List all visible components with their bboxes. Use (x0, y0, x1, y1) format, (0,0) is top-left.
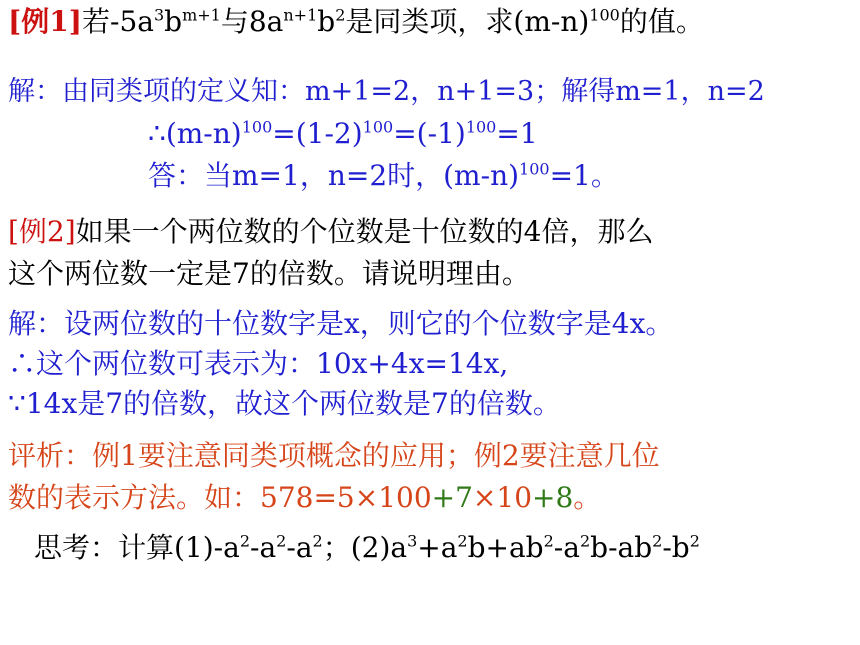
solution1-line2: $\therefore(m-n)^{100}=(1-2)^{100}=(-1)^{100}=1$ (148, 117, 538, 150)
solution2-line2: ∴这个两位数可表示为：10x+4x=14x, (8, 347, 509, 380)
analysis-line2: 数的表示方法。如：578=5×100+7×10+8。 (8, 481, 602, 514)
example1-problem (8, 4, 704, 40)
example2-label: [例2] (8, 215, 76, 248)
example1-text: 若$-5a^3b^{m+1}$与$8a^{n+1}b^2$是同类项，求$(m-n)^{100}$的值。 (81, 5, 704, 38)
example2-problem-line1: [例2]如果一个两位数的个位数是十位数的4倍，那么 (8, 215, 654, 248)
solution1-line1: 解：由同类项的定义知：m+1=2，n+1=3；解得m=1，n=2 (8, 76, 765, 107)
solution1-answer: 答：当m=1，n=2时，$(m-n)^{100}=1$。 (148, 159, 619, 192)
think-exercise: 思考：计算$(1)-a^2-a^2-a^2$；$(2)a^3+a^2b+ab^2-a^2b-ab^2-b^2$ (34, 531, 700, 564)
analysis-line1: 评析：例1要注意同类项概念的应用；例2要注意几位 (8, 439, 660, 472)
example1-label: [例1] (8, 5, 82, 38)
example2-problem-line2: 这个两位数一定是7的倍数。请说明理由。 (8, 257, 530, 290)
solution2-line1: 解：设两位数的十位数字是x，则它的个位数字是4x。 (8, 307, 674, 340)
solution2-line3: ∵14x是7的倍数，故这个两位数是7的倍数。 (8, 387, 561, 420)
